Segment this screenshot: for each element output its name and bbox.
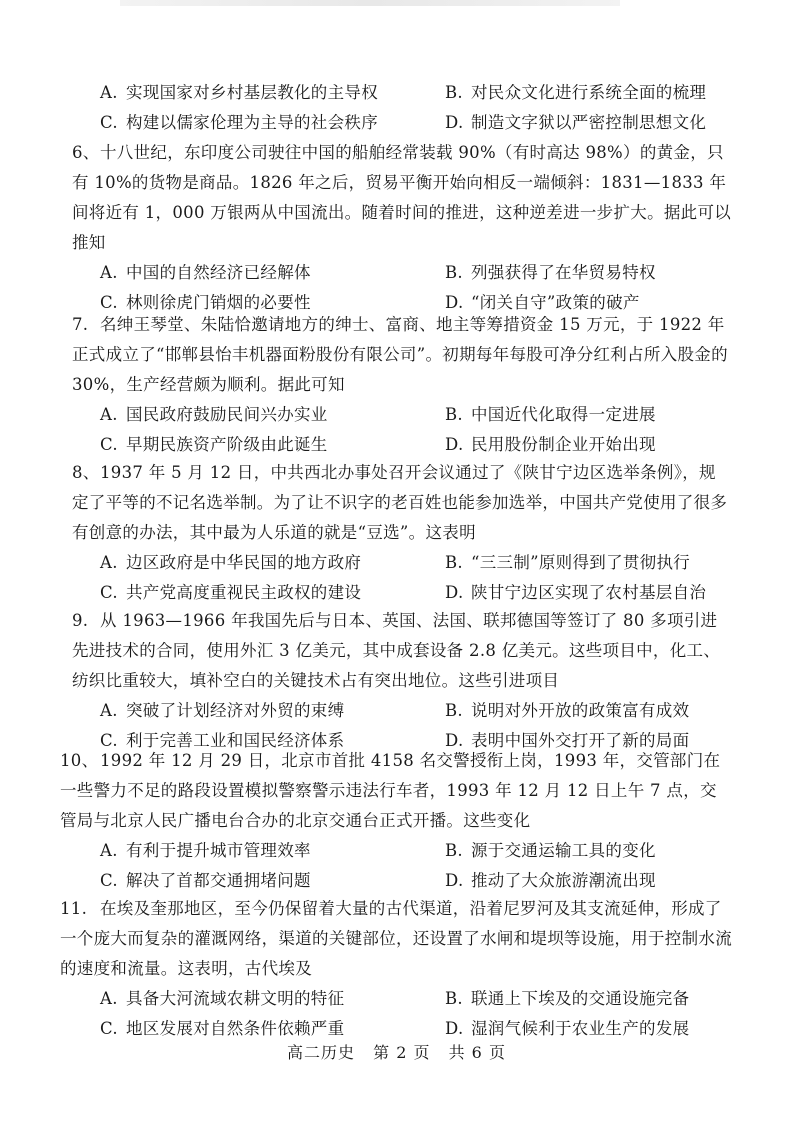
question-6 xyxy=(72,138,732,318)
option-a: A. 中国的自然经济已经解体 xyxy=(100,263,311,282)
option-a: A. 国民政府鼓励民间兴办实业 xyxy=(100,405,328,424)
option-a: A. 实现国家对乡村基层教化的主导权 xyxy=(100,83,378,102)
option-b: B. 联通上下埃及的交通设施完备 xyxy=(445,989,690,1008)
footer-page-number: 第 2 页 xyxy=(373,1043,431,1062)
question-stem: 11. 在埃及奎那地区，至今仍保留着大量的古代渠道，沿着尼罗河及其支流延伸，形成了一个庞大而复杂的灌溉网络，渠道的关键部位，还设置了水闸和堤坝等设施，用于控制水流的速度和流量。这表明，古代埃及 xyxy=(60,899,732,978)
footer-total-pages: 共 6 页 xyxy=(448,1043,506,1062)
option-b: B. 说明对外开放的政策富有成效 xyxy=(445,701,690,720)
option-d: D. 湿润气候利于农业生产的发展 xyxy=(445,1019,690,1038)
option-d: D. “闭关自守”政策的破产 xyxy=(445,293,640,312)
option-a: A. 有利于提升城市管理效率 xyxy=(100,841,311,860)
question-10 xyxy=(60,746,732,896)
option-b: B. 中国近代化取得一定进展 xyxy=(445,405,656,424)
option-c: C. 林则徐虎门销烟的必要性 xyxy=(100,293,311,312)
option-b: B. 对民众文化进行系统全面的梳理 xyxy=(445,83,707,102)
option-c: C. 地区发展对自然条件依赖严重 xyxy=(100,1019,345,1038)
option-d: D. 制造文字狱以严密控制思想文化 xyxy=(445,113,707,132)
option-a: A. 具备大河流域农耕文明的特征 xyxy=(100,989,345,1008)
option-d: D. 推动了大众旅游潮流出现 xyxy=(445,871,656,890)
option-d: D. 陕甘宁边区实现了农村基层自治 xyxy=(445,583,707,602)
question-stem: 8、1937 年 5 月 12 日，中共西北办事处召开会议通过了《陕甘宁边区选举条例》，规定了平等的不记名选举制。为了让不识字的老百姓也能参加选举，中国共产党使用了很多有创意的办法，其中最为人乐道的就是“豆选”。这表明 xyxy=(72,463,728,542)
option-c: C. 共产党高度重视民主政权的建设 xyxy=(100,583,362,602)
question-stem: 10、1992 年 12 月 29 日，北京市首批 4158 名交警授衔上岗，1993 年，交管部门在一些警力不足的路段设置模拟警察警示违法行车者，1993 年 12 月 12 日上午 7 点，交管局与北京人民广播电台合办的北京交通台正式开播。这些变化 xyxy=(60,751,721,830)
option-d: D. 民用股份制企业开始出现 xyxy=(445,435,656,454)
footer-subject: 高二历史 xyxy=(287,1043,356,1062)
question-stem: 9. 从 1963—1966 年我国先后与日本、英国、法国、联邦德国等签订了 80 多项引进先进技术的合同，使用外汇 3 亿美元，其中成套设备 2.8 亿美元。这些项目中，化工、纺织比重较大，填补空白的关键技术占有突出地位。这些引进项目 xyxy=(72,611,721,690)
option-b: B. “三三制”原则得到了贯彻执行 xyxy=(445,553,691,572)
option-c: C. 早期民族资产阶级由此诞生 xyxy=(100,435,328,454)
page-footer xyxy=(0,1040,793,1063)
option-c: C. 解决了首都交通拥堵问题 xyxy=(100,871,311,890)
option-d: D. 表明中国外交打开了新的局面 xyxy=(445,731,690,750)
question-9 xyxy=(72,606,732,756)
question-11 xyxy=(60,894,732,1044)
option-b: B. 源于交通运输工具的变化 xyxy=(445,841,656,860)
question-stem: 6、十八世纪，东印度公司驶往中国的船舶经常装载 90%（有时高达 98%）的黄金，只有 10%的货物是商品。1826 年之后，贸易平衡开始向相反一端倾斜：1831—1833 年间将近有 1，000 万银两从中国流出。随着时间的推进，这种逆差进一步扩大。据此可以推知 xyxy=(72,143,732,252)
option-c: C. 构建以儒家伦理为主导的社会秩序 xyxy=(100,113,378,132)
question-7 xyxy=(72,310,732,460)
previous-question-options xyxy=(100,78,740,138)
option-c: C. 利于完善工业和国民经济体系 xyxy=(100,731,345,750)
option-a: A. 边区政府是中华民国的地方政府 xyxy=(100,553,362,572)
question-8 xyxy=(72,458,732,608)
scan-artifact xyxy=(120,0,620,6)
option-a: A. 突破了计划经济对外贸的束缚 xyxy=(100,701,345,720)
question-stem: 7. 名绅王琴堂、朱陆恰邀请地方的绅士、富商、地主等筹措资金 15 万元，于 1922 年正式成立了“邯郸县怡丰机器面粉股份有限公司”。初期每年每股可净分红利占所入股金的 30%，生产经营颇为顺利。据此可知 xyxy=(72,315,728,394)
option-b: B. 列强获得了在华贸易特权 xyxy=(445,263,656,282)
